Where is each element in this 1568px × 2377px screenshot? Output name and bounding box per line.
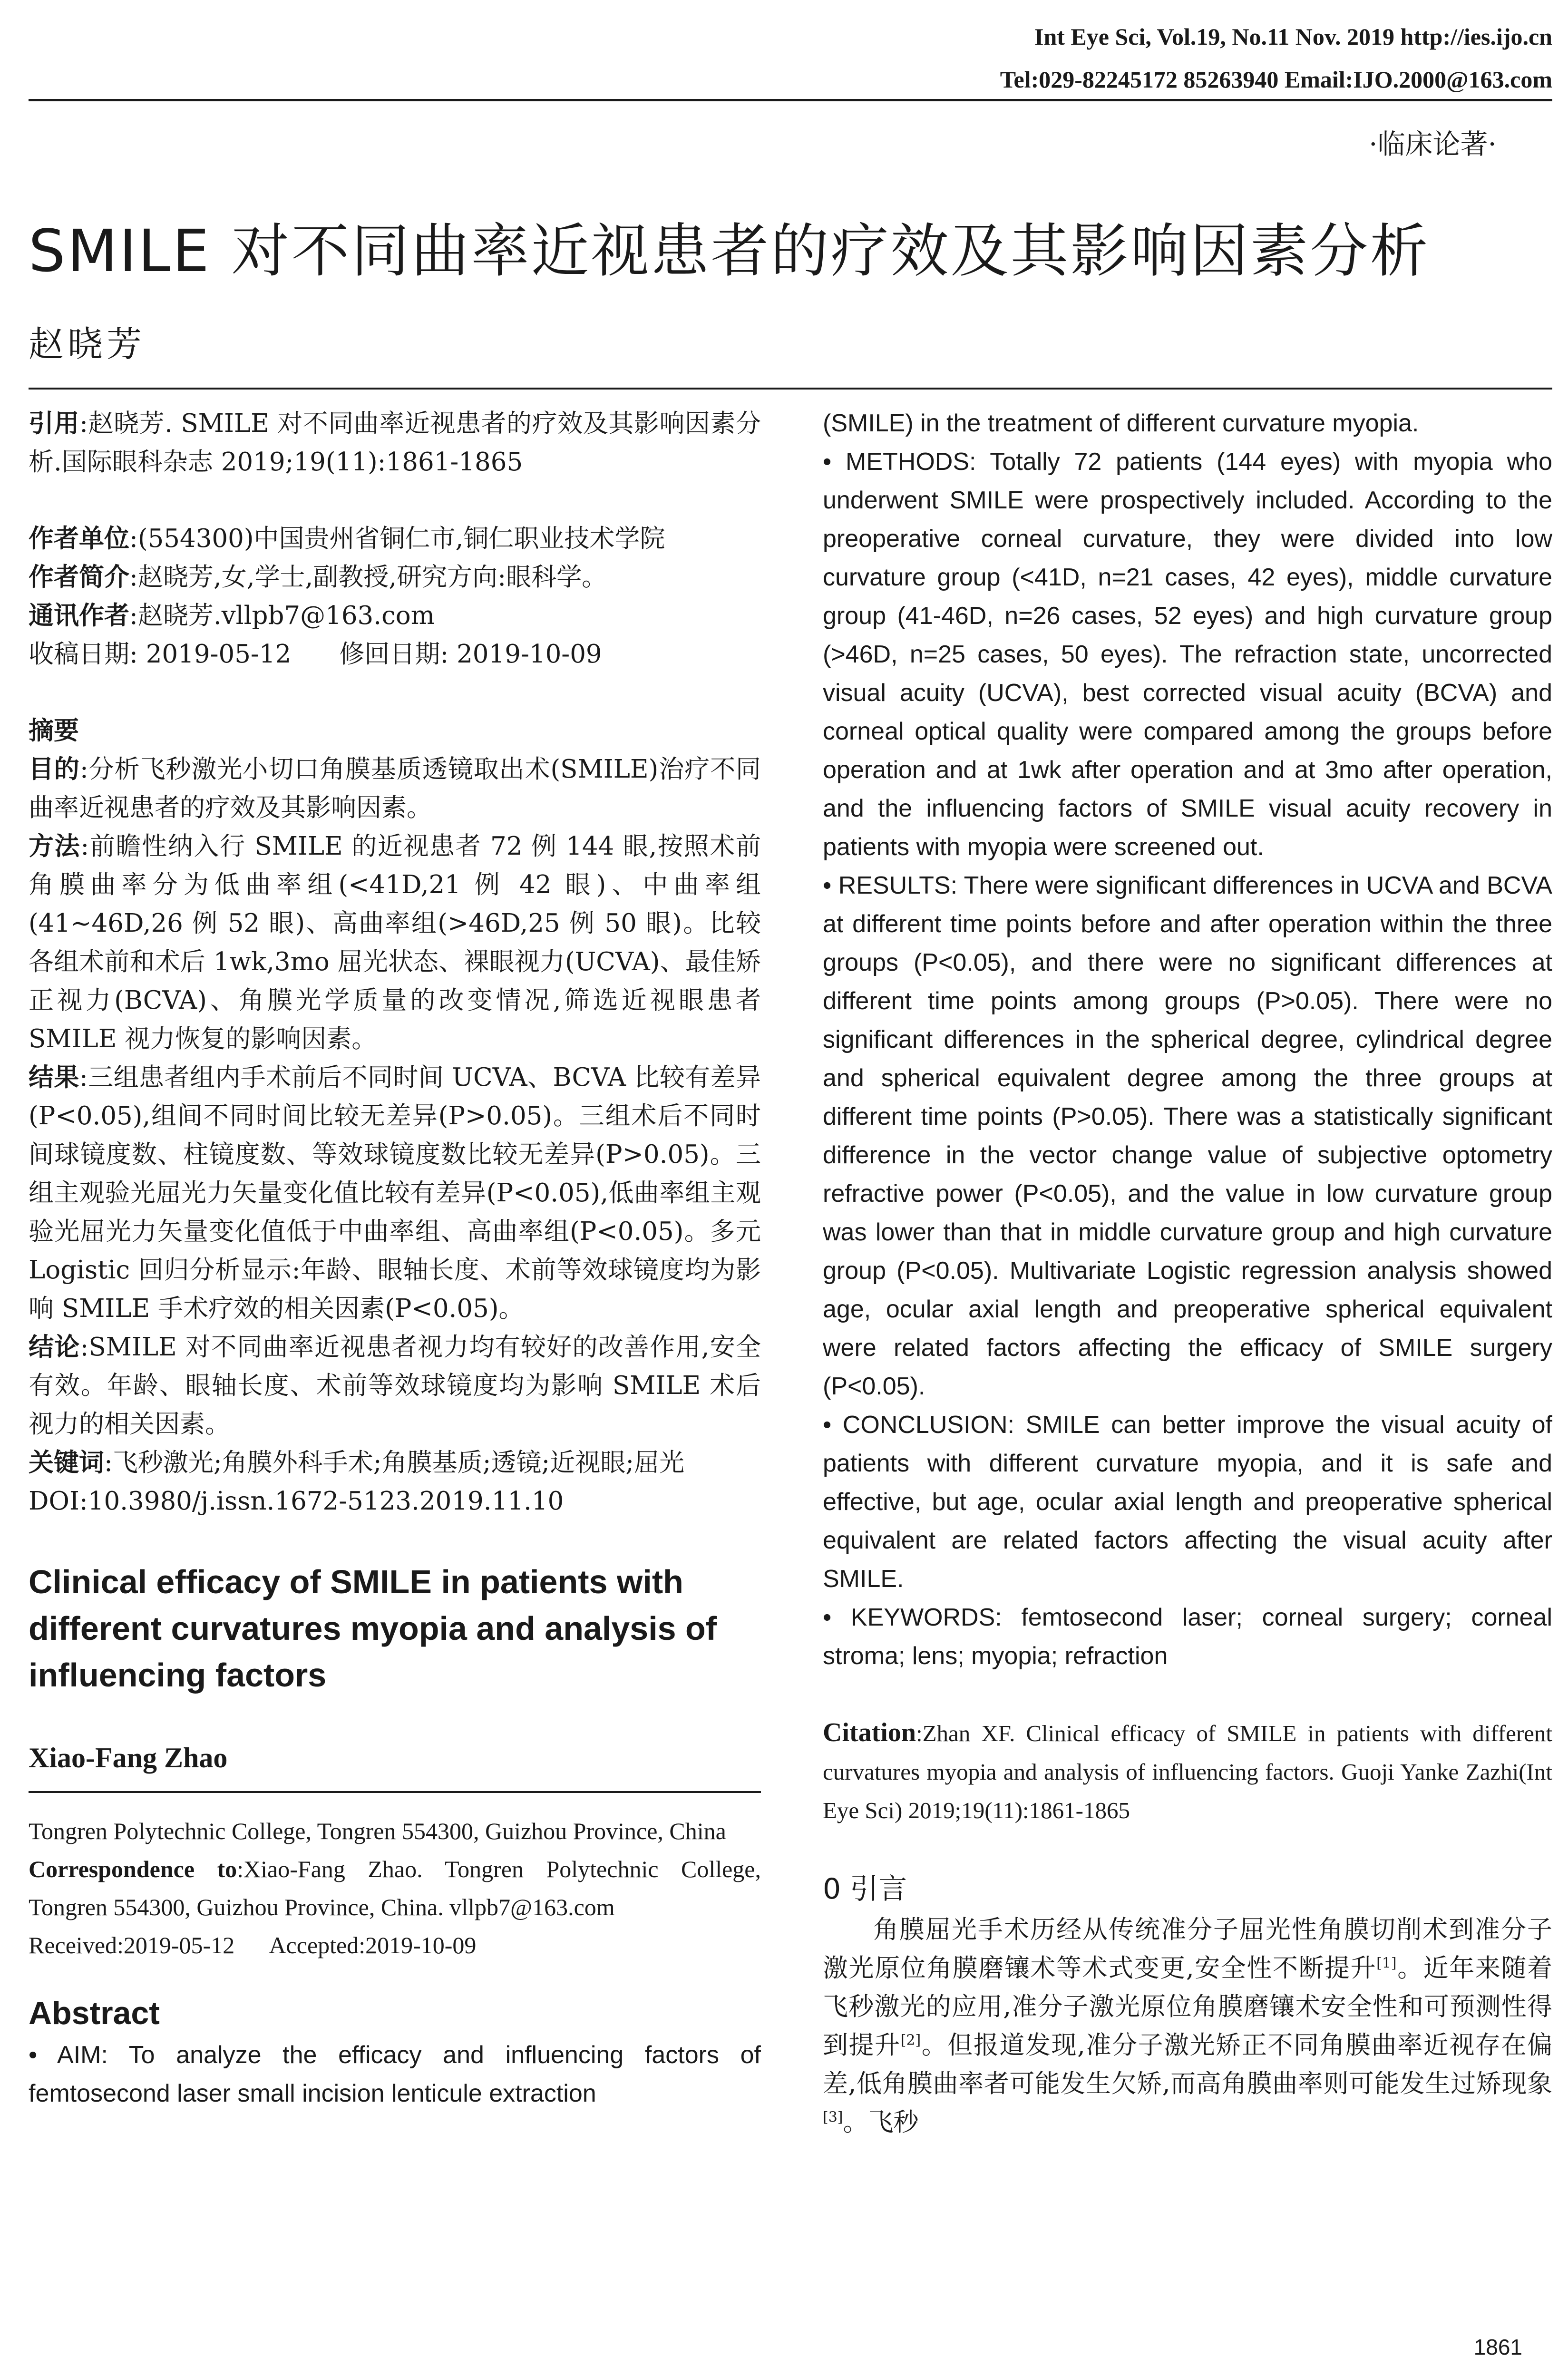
english-author: Xiao-Fang Zhao	[29, 1742, 228, 1773]
keywords-cn: 关键词:飞秒激光;角膜外科手术;角膜基质;透镜;近视眼;屈光	[29, 1448, 685, 1477]
reference-1[interactable]: [1]	[1376, 1955, 1397, 1972]
abstract-aim-en: • AIM: To analyze the efficacy and influencing factors of femtosecond laser small incision lenticule extraction	[29, 2041, 761, 2107]
abstract-methods-cn: 方法:前瞻性纳入行 SMILE 的近视患者 72 例 144 眼,按照术前角膜曲率分为低曲率组(<41D,21 例 42 眼)、中曲率组(41~46D,26 例 52 眼)、高曲率组(>46D,25 例 50 眼)。比较各组术前和术后 1wk,3mo 屈光状态、裸眼视力(UCVA)、最佳矫正视力(BCVA)、角膜光学质量的改变情况,筛选近视眼患者 SMILE 视力恢复的影响因素。	[29, 832, 761, 1053]
doi: DOI:10.3980/j.issn.1672-5123.2019.11.10	[29, 1487, 564, 1516]
abstract-aim-cn: 目的:分析飞秒激光小切口角膜基质透镜取出术(SMILE)治疗不同曲率近视患者的疗效及其影响因素。	[29, 755, 761, 822]
page-number: 1861	[1473, 2335, 1522, 2359]
header-rule	[29, 99, 1552, 101]
citation-label: 引用	[29, 409, 80, 438]
author-bio: 作者简介:赵晓芳,女,学士,副教授,研究方向:眼科学。	[29, 563, 607, 592]
corresponding-author: 通讯作者:赵晓芳.vllpb7@163.com	[29, 601, 435, 630]
abstract-methods-en: • METHODS: Totally 72 patients (144 eyes) with myopia who underwent SMILE were prospectively included. According to the preoperative corneal curvature, they were divided into low curvature group (<41D, n=21 cases, 42 eyes), middle curvature group (41-46D, n=26 cases, 52 eyes) and high curvature group (>46D, n=25 cases, 50 eyes). The refraction state, uncorrected visual acuity (UCVA), best corrected visual acuity (BCVA) and corneal optical quality were compared among the groups before operation and at 1wk after operation and at 3mo after operation, and the influencing factors of SMILE visual acuity recovery in patients with myopia were screened out.	[823, 448, 1552, 861]
author-name: 赵晓芳	[29, 324, 146, 365]
author-rule	[29, 1791, 761, 1793]
introduction-paragraph: 角膜屈光手术历经从传统准分子屈光性角膜切削术到准分子激光原位角膜磨镶术等术式变更,安全性不断提升[1]。近年来随着飞秒激光的应用,准分子激光原位角膜磨镶术安全性和可预测性得到提升[2]。但报道发现,准分子激光矫正不同角膜曲率近视存在偏差,低角膜曲率者可能发生欠矫,而高角膜曲率则可能发生过矫现象[3]。飞秒	[823, 1915, 1552, 2137]
keywords-en: • KEYWORDS: femtosecond laser; corneal surgery; corneal stroma; lens; myopia; refraction	[823, 1604, 1552, 1670]
journal-header-line2: Tel:029-82245172 85263940 Email:IJO.2000@163.com	[1000, 66, 1552, 93]
author-unit: 作者单位:(554300)中国贵州省铜仁市,铜仁职业技术学院	[29, 524, 665, 553]
affiliation: Tongren Polytechnic College, Tongren 554300, Guizhou Province, China	[29, 1818, 726, 1844]
abstract-heading-cn: 摘要	[29, 716, 79, 745]
reference-3[interactable]: [3]	[823, 2109, 843, 2126]
left-column	[29, 404, 761, 2113]
abstract-aim-en-cont: (SMILE) in the treatment of different curvature myopia.	[823, 409, 1419, 437]
column-label: ·临床论著·	[1369, 128, 1497, 160]
abstract-results-cn: 结果:三组患者组内手术前后不同时间 UCVA、BCVA 比较有差异(P<0.05),组间不同时间比较无差异(P>0.05)。三组术后不同时间球镜度数、柱镜度数、等效球镜度数比较无差异(P>0.05)。三组主观验光屈光力矢量变化值比较有差异(P<0.05),低曲率组主观验光屈光力矢量变化值低于中曲率组、高曲率组(P<0.05)。多元 Logistic 回归分析显示:年龄、眼轴长度、术前等效球镜度均为影响 SMILE 手术疗效的相关因素(P<0.05)。	[29, 1063, 761, 1323]
citation-cn: 引用:赵晓芳. SMILE 对不同曲率近视患者的疗效及其影响因素分析.国际眼科杂志 2019;19(11):1861-1865	[29, 409, 761, 477]
abstract-conclusion-en: • CONCLUSION: SMILE can better improve the visual acuity of patients with different curvature myopia, and it is safe and effective, but age, ocular axial length and preoperative spherical equivalent are related factors affecting the visual acuity after SMILE.	[823, 1411, 1552, 1593]
introduction-heading: 0 引言	[823, 1872, 907, 1906]
dates-cn: 收稿日期: 2019-05-12 修回日期: 2019-10-09	[29, 640, 602, 669]
correspondence: Correspondence to:Xiao-Fang Zhao. Tongren Polytechnic College, Tongren 554300, Guizhou Province, China. vllpb7@163.com	[29, 1856, 761, 1920]
abstract-results-en: • RESULTS: There were significant differences in UCVA and BCVA at different time points before and after operation within the three groups (P<0.05), and there were no significant differences at different time points among groups (P>0.05). There were no significant differences in the spherical degree, cylindrical degree and spherical equivalent degree among the three groups at different time points (P>0.05). There was a statistically significant difference in the vector change value of subjective optometry refractive power (P<0.05), and the value in low curvature group was lower than that in middle curvature group and high curvature group (P<0.05). Multivariate Logistic regression analysis showed age, ocular axial length and preoperative spherical equivalent were related factors affecting the efficacy of SMILE surgery (P<0.05).	[823, 872, 1552, 1400]
title-rule	[29, 388, 1552, 390]
citation-en: Citation:Zhan XF. Clinical efficacy of SMILE in patients with different curvatures myopia and analysis of influencing factors. Guoji Yanke Zazhi(Int Eye Sci) 2019;19(11):1861-1865	[823, 1718, 1552, 1823]
article-title: SMILE 对不同曲率近视患者的疗效及其影响因素分析	[29, 217, 1430, 285]
abstract-conclusion-cn: 结论:SMILE 对不同曲率近视患者视力均有较好的改善作用,安全有效。年龄、眼轴长度、术前等效球镜度均为影响 SMILE 术后视力的相关因素。	[29, 1333, 761, 1439]
right-column	[823, 404, 1552, 2142]
received-accepted: Received:2019-05-12 Accepted:2019-10-09	[29, 1932, 477, 1958]
abstract-heading-en: Abstract	[29, 1995, 160, 2031]
reference-2[interactable]: [2]	[900, 2032, 921, 2049]
journal-header-line1: Int Eye Sci, Vol.19, No.11 Nov. 2019 http://ies.ijo.cn	[1034, 23, 1552, 50]
english-title: Clinical efficacy of SMILE in patients with different curvatures myopia and analysis of influencing factors	[29, 1563, 717, 1694]
